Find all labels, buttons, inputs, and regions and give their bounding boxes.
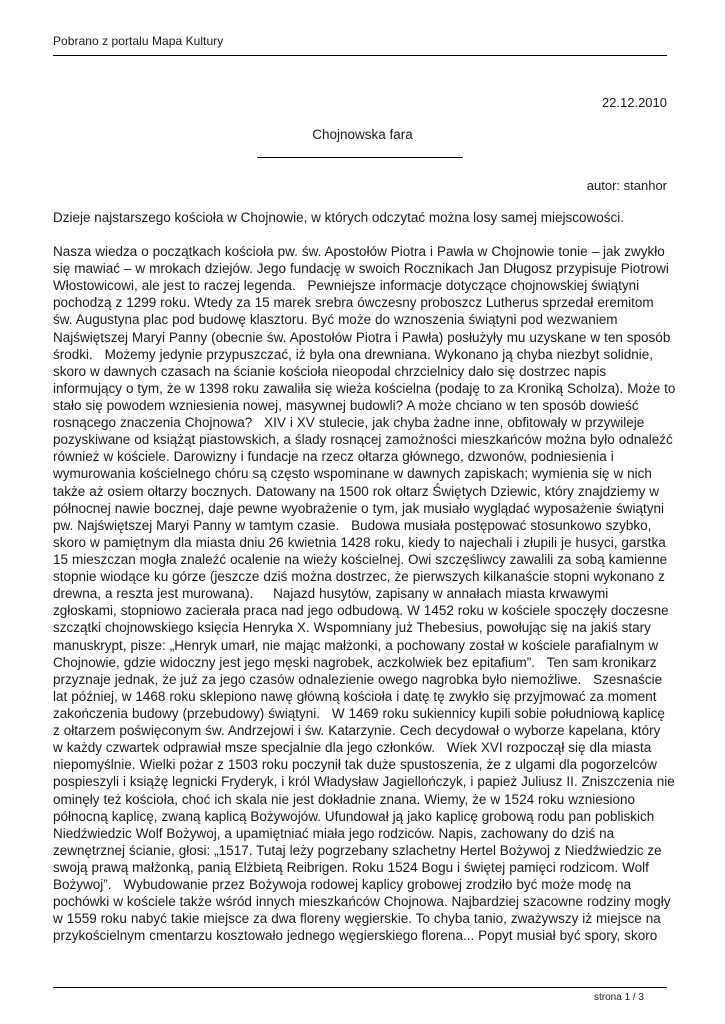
body-line: pochówki w kościele także wśród innych mieszkańców Chojnowa. Najbardziej szacowne rodziny mogły [53,894,671,910]
body-line: środki. Możemy jedynie przypuszczać, iż była ona drewniana. Wykonano ją chyba niezbyt solidnie, [53,346,653,362]
body-line: pozyskiwane od książąt piastowskich, a ślady rosnącej zamożności mieszkańców można było odnaleźć [53,432,673,448]
body-line: skoro w pamiętnym dla miasta dniu 26 kwietnia 1428 roku, kiedy to najechali i złupili je husyci, garstka [53,534,666,550]
body-line: lat później, w 1468 roku sklepiono nawę główną kościoła i datę tę zwykło się przyjmować za moment [53,688,657,704]
page-header-source: Pobrano z portalu Mapa Kultury [53,34,224,48]
body-line: informujący o tym, że w 1398 roku zawaliła się wieża kościelna (podaję to za Kroniką Scholza). Może to [53,380,676,396]
footer-divider [53,987,667,988]
body-line: pw. Najświętszej Maryi Panny w tamtym czasie. Budowa musiała postępować stosunkowo szybko, [53,517,652,533]
body-line: szczątki chojnowskiego księcia Henryka X. Wspomniany już Thebesius, powołując się na jakiś stary [53,620,651,636]
body-line: również w kościele. Darowizny i fundacje na rzecz ołtarza głównego, dzwonów, podniesienia i [53,449,614,465]
body-line: przyznaje jednak, że już za jego czasów odnalezienie owego nagrobka było niemożliwe. Szesnaście [53,671,663,687]
body-line: niepomyślnie. Wielki pożar z 1503 roku poczynił tak duże spustoszenia, że z ulgami dla pogorzelców [53,757,657,773]
body-line: Najświętszej Maryi Panny (obecnie św. Apostołów Piotra i Pawła) posłużyły mu uzyskane w ten sposób [53,329,671,345]
title-underline [257,157,463,158]
body-line: zewnętrznej ścianie, głosi: „1517. Tutaj leży pogrzebany szlachetny Hertel Bożywoj z Niedźwiedzic ze [53,842,662,858]
header-divider [53,55,667,56]
body-line: północną kaplicę, zwaną kaplicą Bożywojów. Ufundował ją jako kaplicę grobową rodu pan pobliskich [53,808,655,824]
body-line: św. Augustyna plac pod budowę klasztoru. Być może do wznoszenia świątyni pod wezwaniem [53,312,618,328]
body-line: stało się powodem wzniesienia nowej, masywnej budowli? A może chciano w ten sposób dowieść [53,397,639,413]
article-body [53,243,693,944]
body-line: Niedźwiedzic Wolf Bożywoj, a upamiętniać miała jego rodziców. Napis, zachowany do dziś na [53,825,615,841]
article-title: Chojnowska fara [312,127,413,142]
body-line: zakończenia budowy (przebudowy) świątyni. W 1469 roku sukiennicy kupili sobie południową kaplicę [53,705,665,721]
body-line: Chojnowie, gdzie widoczny jest jego męski nagrobek, aczkolwiek bez epitafium”. Ten sam kronikarz [53,654,657,670]
body-line: Nasza wiedza o początkach kościoła pw. św. Apostołów Piotra i Pawła w Chojnowie tonie – jak zwykło [53,244,665,259]
body-line: zgłoskami, stopniowo zacierała praca nad jego odbudową. W 1452 roku w kościele spoczęły doczesne [53,603,669,619]
body-line: skoro w dawnych czasach na ścianie kościoła nieopodal chrzcielnicy dało się dostrzec napis [53,363,607,379]
body-line: pospieszyli i książę legnicki Fryderyk, i król Władysław Jagiellończyk, i papież Juliusz II. Zniszczenia nie [53,774,675,790]
body-line: północnej nawie bocznej, daje pewne wyobrażenie o tym, jak musiało wyglądać wyposażenie świątyni [53,500,664,516]
body-line: ominęły też kościoła, choć ich skala nie jest dokładnie znana. Wiemy, że w 1524 roku wzniesiono [53,791,636,807]
body-line: przykościelnym cmentarzu kosztowało jednego węgierskiego florena... Popyt musiał być spory, skoro [53,928,658,944]
body-line: swoją prawą małżonką, panią Elżbietą Reibrigen. Roku 1524 Bogu i świętej pamięci rodzicom. Wolf [53,859,649,875]
article-date: 22.12.2010 [601,95,667,110]
body-line: się mawiać – w mrokach dziejów. Jego fundację w swoich Rocznikach Jan Długosz przypisuje Piotrowi [53,261,669,277]
body-line: drewna, a reszta jest murowana). Najazd husytów, zapisany w annałach miasta krwawymi [53,586,609,602]
body-line: Włostowicowi, ale jest to raczej legenda. Pewniejsze informacje dotyczące chojnowskiej świątyni [53,278,640,294]
article-author: autor: stanhor [586,178,667,193]
body-line: pochodzą z 1299 roku. Wtedy za 15 marek srebra ówczesny proboszcz Lutherus sprzedał eremitom [53,295,654,311]
body-line: manuskrypt, pisze: „Henryk umarł, nie mając małżonki, a pochowany został w kościele parafialnym w [53,637,659,653]
body-line: w każdy czwartek odprawiał msze specjalnie dla jego członków. Wiek XVI rozpoczął się dla miasta [53,740,652,756]
body-line: wymurowania kościelnego chóru są często wspominane w dawnych zapiskach; wymienia się w nich [53,466,652,482]
body-line: stopnie wiodące ku górze (jeszcze dziś można dostrzec, że pierwszych kilkanaście stopni wykonano z [53,569,665,585]
body-line: rosnącego znaczenia Chojnowa? XIV i XV stulecie, jak chyba żadne inne, obfitowały w przywileje [53,415,645,431]
body-line: w 1559 roku nabyć takie miejsce za dwa floreny węgierskie. To chyba tanio, zważywszy iż miejsce na [53,911,661,927]
page-number: strona 1 / 3 [593,992,644,1003]
body-line: Bożywoj”. Wybudowanie przez Bożywoja rodowej kaplicy grobowej zrodziło być może modę na [53,877,631,893]
body-line: z ołtarzem poświęconym św. Andrzejowi i św. Katarzynie. Cech decydował o wyborze kapelana, który [53,723,661,739]
body-line: 15 mieszczan mogła znaleźć ocalenie na wieży kościelnej. Owi szczęśliwcy zawalili za sobą kamienne [53,551,668,567]
article-lead: Dzieje najstarszego kościoła w Chojnowie, w których odczytać można losy samej miejscowości. [53,210,624,225]
body-line: także aż osiem ołtarzy bocznych. Datowany na 1500 rok ołtarz Świętych Dziewic, który znajdziemy w [53,483,660,499]
